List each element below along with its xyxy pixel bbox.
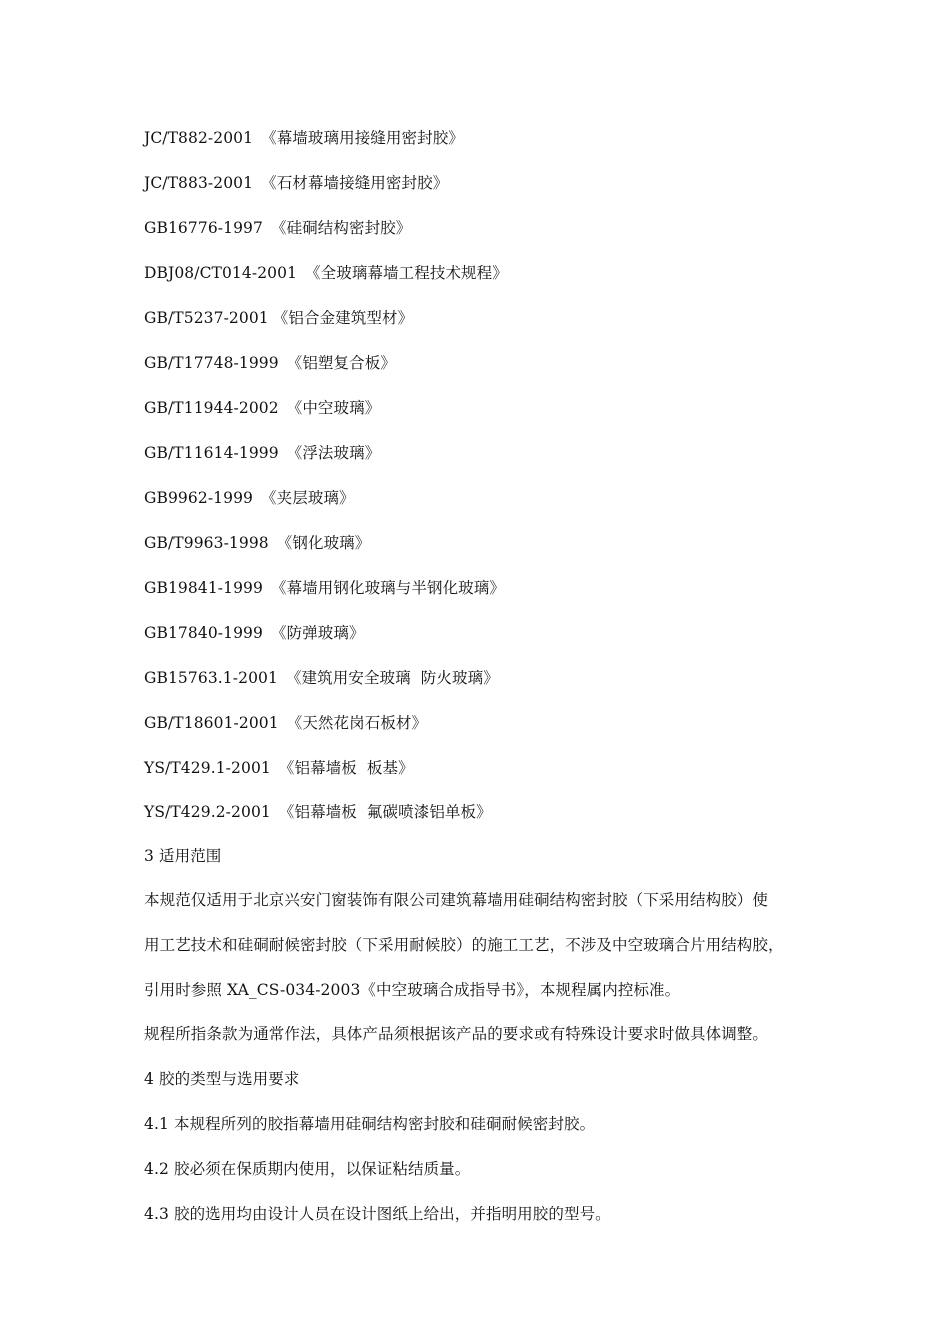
standard-code: GB15763.1-2001 <box>144 669 278 687</box>
standard-item <box>144 488 355 508</box>
section-heading: 4 胶的类型与选用要求 <box>144 1070 300 1088</box>
standard-item <box>144 353 396 373</box>
standard-item <box>144 758 414 778</box>
standard-item <box>144 623 365 643</box>
standard-code: JC/T883-2001 <box>144 174 254 192</box>
section-heading: 3 适用范围 <box>144 847 222 865</box>
standard-item <box>144 398 380 418</box>
standard-item <box>144 218 411 238</box>
standard-code: YS/T429.1-2001 <box>144 759 271 777</box>
standard-title: 《铝幕墙板 氟碳喷漆铝单板》 <box>278 803 492 821</box>
standard-item <box>144 578 505 598</box>
standard-title: 《铝合金建筑型材》 <box>272 309 414 327</box>
standard-code: YS/T429.2-2001 <box>144 803 271 821</box>
standard-item <box>144 308 413 328</box>
list-item: 4.2 胶必须在保质期内使用，以保证粘结质量。 <box>144 1160 471 1178</box>
list-item: 4.3 胶的选用均由设计人员在设计图纸上给出，并指明用胶的型号。 <box>144 1205 611 1223</box>
standard-title: 《钢化玻璃》 <box>276 534 371 552</box>
standard-title: 《硅硐结构密封胶》 <box>270 219 412 237</box>
standard-item <box>144 668 499 688</box>
standard-code: GB/T5237-2001 <box>144 309 269 327</box>
standard-code: GB17840-1999 <box>144 624 263 642</box>
standard-code: DBJ08/CT014-2001 <box>144 264 298 282</box>
list-item: 4.1 本规程所列的胶指幕墙用硅硐结构密封胶和硅硐耐候密封胶。 <box>144 1115 596 1133</box>
paragraph-line: 用工艺技术和硅硐耐候密封胶（下采用耐候胶）的施工工艺，不涉及中空玻璃合片用结构胶， <box>144 936 784 954</box>
standard-title: 《幕墙用钢化玻璃与半钢化玻璃》 <box>270 579 505 597</box>
standard-item <box>144 533 370 553</box>
standard-code: GB16776-1997 <box>144 219 263 237</box>
standard-title: 《铝幕墙板 板基》 <box>278 759 414 777</box>
standard-title: 《防弹玻璃》 <box>270 624 365 642</box>
standard-title: 《全玻璃幕墙工程技术规程》 <box>305 264 508 282</box>
standard-title: 《中空玻璃》 <box>286 399 381 417</box>
standard-code: GB/T11944-2002 <box>144 399 279 417</box>
paragraph-line: 规程所指条款为通常作法，具体产品须根据该产品的要求或有特殊设计要求时做具体调整。 <box>144 1025 769 1043</box>
standard-title: 《夹层玻璃》 <box>261 489 355 507</box>
standard-code: GB19841-1999 <box>144 579 263 597</box>
standard-title: 《铝塑复合板》 <box>286 354 396 372</box>
standard-item <box>144 443 380 463</box>
standard-title: 《天然花岗石板材》 <box>286 714 428 732</box>
standard-code: JC/T882-2001 <box>144 129 254 147</box>
standard-item <box>144 713 427 733</box>
paragraph-line: 本规范仅适用于北京兴安门窗装饰有限公司建筑幕墙用硅硐结构密封胶（下采用结构胶）使 <box>144 891 769 909</box>
standard-code: GB9962-1999 <box>144 489 254 507</box>
standard-item <box>144 802 492 822</box>
standard-item <box>144 128 464 148</box>
standard-code: GB/T9963-1998 <box>144 534 269 552</box>
standard-code: GB/T11614-1999 <box>144 444 279 462</box>
standard-title: 《建筑用安全玻璃 防火玻璃》 <box>285 669 499 687</box>
standard-title: 《幕墙玻璃用接缝用密封胶》 <box>261 129 464 147</box>
standard-item <box>144 263 508 283</box>
standard-title: 《浮法玻璃》 <box>286 444 381 462</box>
standard-code: GB/T17748-1999 <box>144 354 279 372</box>
standard-item <box>144 173 448 193</box>
standard-code: GB/T18601-2001 <box>144 714 279 732</box>
paragraph-line: 引用时参照 XA_CS-034-2003《中空玻璃合成指导书》，本规程属内控标准。 <box>144 981 681 999</box>
standard-title: 《石材幕墙接缝用密封胶》 <box>261 174 449 192</box>
